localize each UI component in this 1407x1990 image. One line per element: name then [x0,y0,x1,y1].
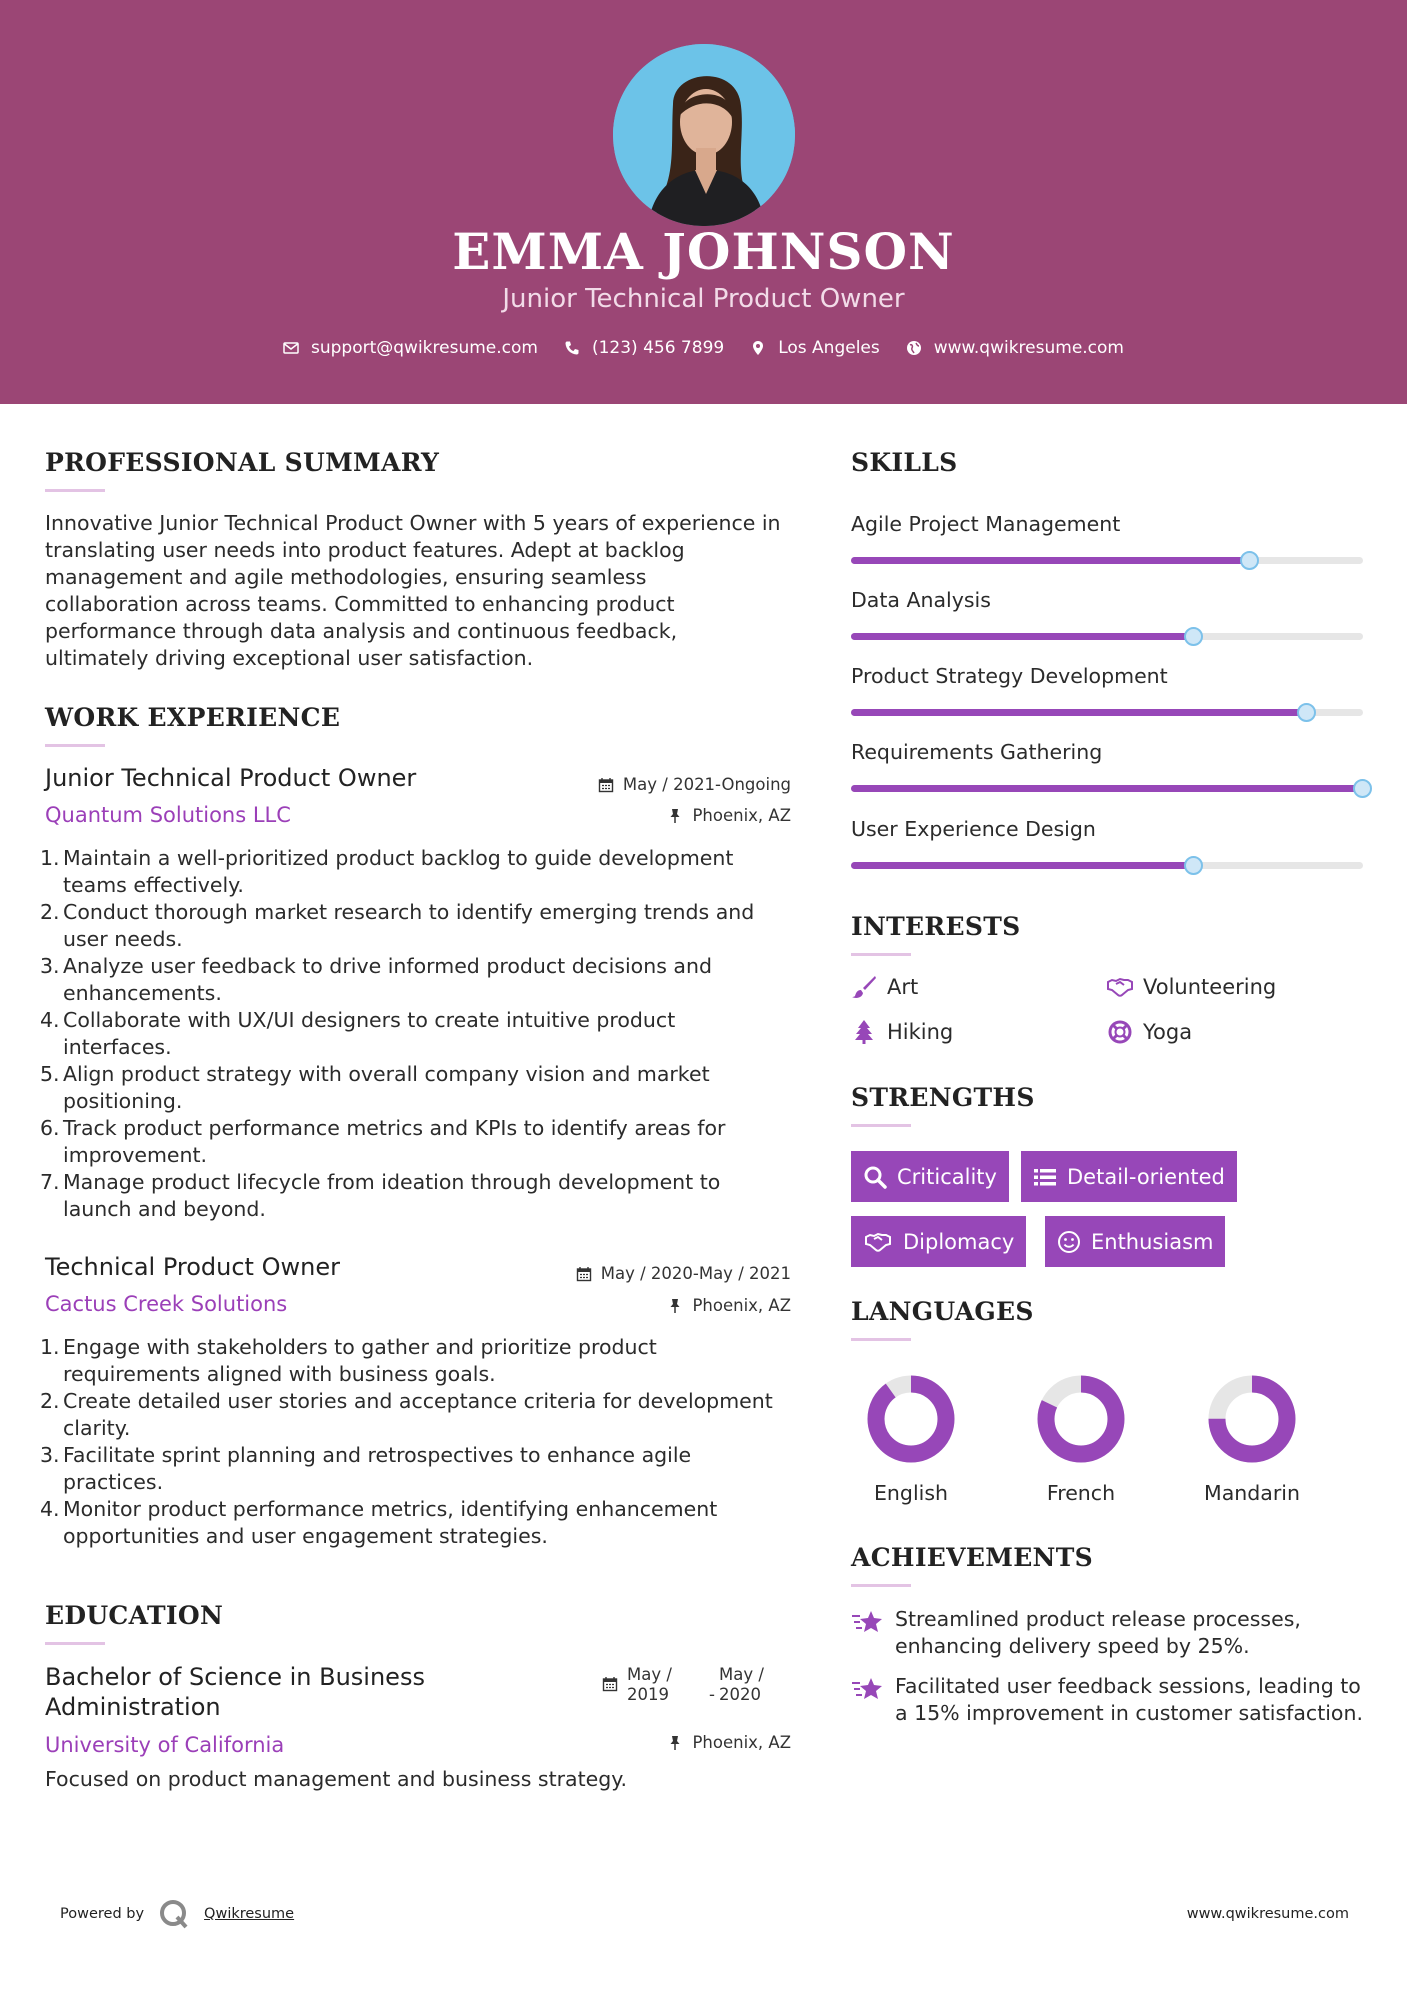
contact-phone-text: (123) 456 7899 [591,338,725,358]
languages-heading: LANGUAGES [851,1297,1034,1326]
calendar-icon [576,1266,592,1282]
skills-heading: SKILLS [851,448,958,477]
education-description: Focused on product management and business strategy. [45,1767,627,1791]
envelope-icon [283,340,299,356]
education-dates [602,1665,779,1705]
achievement-item: Facilitated user feedback sessions, leading to a 15% improvement in customer satisfaction. [851,1673,1371,1727]
job-bullets [40,1334,790,1550]
skill-bar-fill [851,633,1194,640]
handshake-icon [863,1230,893,1254]
skill-label: Requirements Gathering [851,740,1103,764]
education-heading: EDUCATION [45,1601,224,1630]
job-title: Technical Product Owner [45,1253,340,1281]
language-donut [867,1375,955,1463]
skill-bar [851,862,1363,869]
language-item [1016,1375,1146,1505]
job-company: Cactus Creek Solutions [45,1292,288,1316]
job-location-text: Phoenix, AZ [692,806,791,825]
list-item: 3. Facilitate sprint planning and retrospectives to enhance agile practices. [40,1443,692,1494]
contact-location [750,338,880,358]
list-item: 5. Align product strategy with overall company vision and market positioning. [40,1062,710,1113]
job-bullets [40,845,790,1223]
language-name: Mandarin [1204,1481,1300,1505]
job-location [667,806,791,825]
contact-location-text: Los Angeles [778,338,880,358]
skill-bar-knob [1353,779,1372,798]
job-dates-text: May / 2020-May / 2021 [600,1264,791,1283]
languages-rule [851,1338,911,1341]
language-name: French [1046,1481,1116,1505]
education-dash: - [709,1685,715,1704]
job-location-text: Phoenix, AZ [692,1296,791,1315]
search-icon [863,1165,887,1189]
skill-bar [851,709,1363,716]
skill-bar [851,785,1363,792]
achievement-item: Streamlined product release processes, enhancing delivery speed by 25%. [851,1606,1371,1660]
strength-tag: Diplomacy [851,1216,1026,1267]
contact-website-text: www.qwikresume.com [933,338,1124,358]
interest-item: Yoga [1107,1020,1192,1044]
education-rule [45,1642,105,1645]
skill-bar [851,633,1363,640]
phone-icon [564,340,580,356]
calendar-icon [598,777,614,793]
skill-bar [851,557,1363,564]
language-name: English [873,1481,949,1505]
shooting-star-icon [851,1610,883,1634]
list-item: 2. Create detailed user stories and acceptance criteria for development clarity. [40,1389,773,1440]
summary-rule [45,489,105,492]
contact-bar [0,338,1407,358]
skill-bar-knob [1184,627,1203,646]
smile-icon [1057,1230,1081,1254]
skill-bar-fill [851,785,1363,792]
powered-by-text: Powered by [60,1906,145,1922]
qwikresume-link[interactable]: Qwikresume [204,1906,295,1922]
qwikresume-logo-icon [158,1898,190,1930]
job-company: Quantum Solutions LLC [45,803,291,827]
resume-header [0,0,1407,404]
strength-tag: Enthusiasm [1045,1216,1225,1267]
skill-bar-knob [1297,703,1316,722]
language-donut [1208,1375,1296,1463]
education-location [667,1733,791,1752]
interest-item: Hiking [851,1020,953,1044]
skill-label: Agile Project Management [851,512,1121,536]
pushpin-icon [667,1735,683,1751]
education-end: May / 2020 [718,1665,764,1704]
skill-label: User Experience Design [851,817,1096,841]
skill-label: Product Strategy Development [851,664,1168,688]
list-item: 4. Collaborate with UX/UI designers to create intuitive product interfaces. [40,1008,676,1059]
job-title: Junior Technical Product Owner [45,764,417,792]
interest-item: Volunteering [1107,975,1276,999]
summary-text: Innovative Junior Technical Product Owner with 5 years of experience in translating user needs into product features. Adept at backlog management and agile methodologies, ensuring seamless collaboration across teams. Committed to enhancing product performance through data analysis and continuous feedback, ultimately driving exceptional user satisfaction. [45,511,781,670]
contact-email[interactable] [283,338,538,358]
footer-website[interactable]: www.qwikresume.com [1186,1906,1349,1922]
pushpin-icon [667,808,683,824]
summary-heading: PROFESSIONAL SUMMARY [45,448,440,477]
lifebuoy-icon [1107,1020,1133,1044]
list-item: 1. Engage with stakeholders to gather and prioritize product requirements aligned with business goals. [40,1335,657,1386]
education-location-text: Phoenix, AZ [692,1733,791,1752]
list-item: 1. Maintain a well-prioritized product backlog to guide development teams effectively. [40,846,734,897]
education-school: University of California [45,1733,285,1757]
skill-bar-fill [851,862,1194,869]
interests-rule [851,953,911,956]
strengths-heading: STRENGTHS [851,1083,1035,1112]
job-dates-text: May / 2021-Ongoing [622,775,791,794]
pushpin-icon [667,1298,683,1314]
contact-website[interactable] [906,338,1124,358]
language-item [846,1375,976,1505]
strengths-rule [851,1124,911,1127]
skill-bar-fill [851,557,1250,564]
education-degree: Bachelor of Science in Business Administration [45,1663,425,1721]
experience-heading: WORK EXPERIENCE [45,703,341,732]
strength-tag: Criticality [851,1151,1009,1202]
globe-icon [906,340,922,356]
paintbrush-icon [851,975,877,999]
contact-phone[interactable] [564,338,724,358]
strength-tag: Detail-oriented [1021,1151,1237,1202]
shooting-star-icon [851,1677,883,1701]
experience-rule [45,744,105,747]
skill-bar-fill [851,709,1307,716]
list-item: 2. Conduct thorough market research to identify emerging trends and user needs. [40,900,755,951]
list-item: 7. Manage product lifecycle from ideation through development to launch and beyond. [40,1170,721,1221]
profile-photo [613,44,795,226]
calendar-icon [602,1676,618,1692]
skill-bar-knob [1184,856,1203,875]
candidate-name: EMMA JOHNSON [452,222,955,281]
handshake-icon [1107,975,1133,999]
list-item: 3. Analyze user feedback to drive informed product decisions and enhancements. [40,954,712,1005]
job-dates [576,1264,791,1283]
interests-heading: INTERESTS [851,912,1021,941]
list-item: 6. Track product performance metrics and KPIs to identify areas for improvement. [40,1116,726,1167]
language-donut [1037,1375,1125,1463]
achievements-rule [851,1584,911,1587]
list-item: 4. Monitor product performance metrics, identifying enhancement opportunities and user engagement strategies. [40,1497,718,1548]
tree-icon [851,1020,877,1044]
education-start: May / 2019 [627,1665,672,1704]
language-item [1187,1375,1317,1505]
skill-bar-knob [1240,551,1259,570]
job-dates [598,775,791,794]
achievements-heading: ACHIEVEMENTS [851,1543,1093,1572]
job-location [667,1296,791,1315]
interest-item: Art [851,975,918,999]
skill-label: Data Analysis [851,588,991,612]
footer-powered-by [60,1898,294,1930]
contact-email-text: support@qwikresume.com [311,338,538,358]
map-pin-icon [750,340,766,356]
candidate-role: Junior Technical Product Owner [502,284,905,314]
list-icon [1033,1165,1057,1189]
